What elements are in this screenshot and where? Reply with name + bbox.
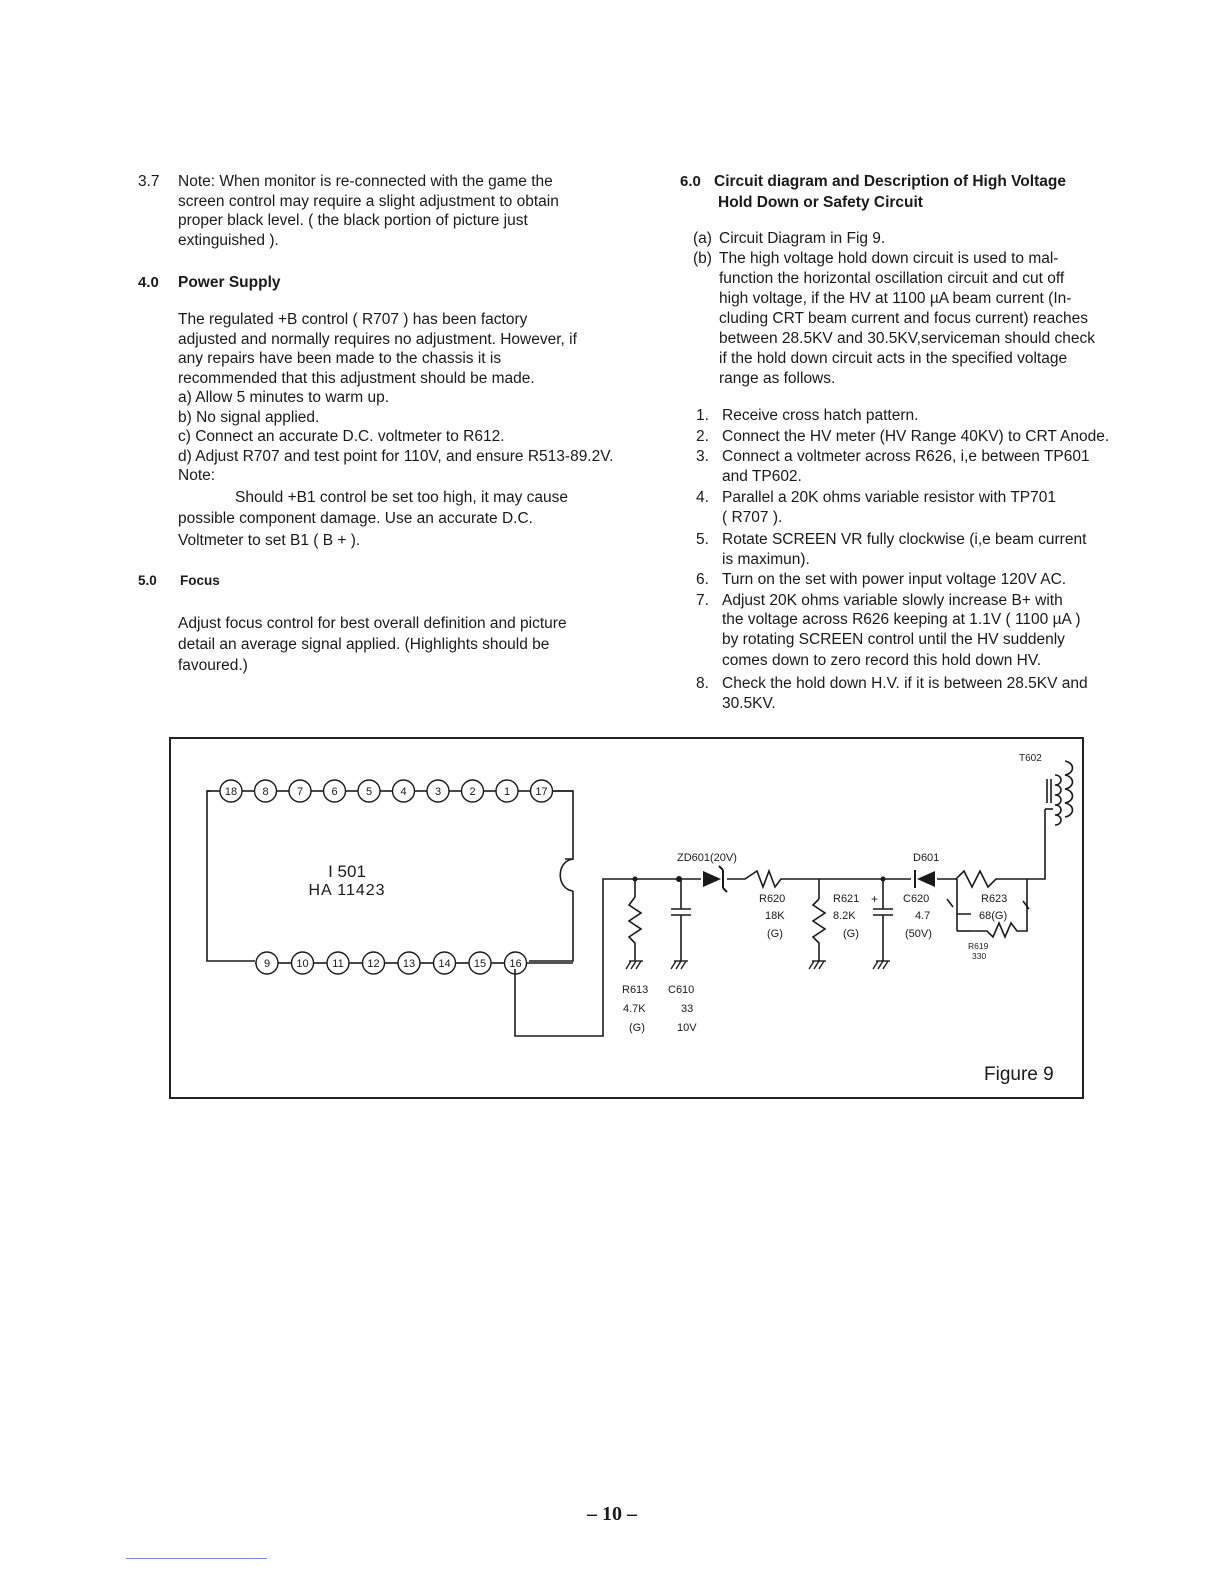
ic-pin-label: 17 <box>535 786 548 798</box>
text-line: function the horizontal oscillation circuit and cut off <box>719 270 1065 287</box>
section-number: 6.0 <box>680 173 701 190</box>
ic-pin-label: 8 <box>262 786 269 798</box>
wiring <box>515 809 1053 1036</box>
text-line: favoured.) <box>178 657 248 674</box>
focus-body <box>178 613 638 676</box>
step-line: a) Allow 5 minutes to warm up. <box>178 389 390 406</box>
section-3-7-body <box>178 172 635 250</box>
text-line: adjusted and normally requires no adjustment. However, if <box>178 330 577 348</box>
ic-pin-label: 13 <box>402 958 416 970</box>
c610-value: 33 <box>681 1003 694 1015</box>
c620-label: C620 <box>903 893 930 905</box>
text-line: detail an average signal applied. (Highlights should be <box>178 636 550 653</box>
text-line: between 28.5KV and 30.5KV,serviceman should check <box>719 330 1095 347</box>
section-number: 3.7 <box>138 173 160 190</box>
d601-label: D601 <box>913 852 940 864</box>
section-title: Focus <box>180 573 220 588</box>
note-line: possible component damage. Use an accurate D.C. <box>178 510 533 527</box>
step-line: d) Adjust R707 and test point for 110V, and ensure R513-89.2V. <box>178 447 614 465</box>
note-line: Should +B1 control be set too high, it may cause <box>235 488 569 506</box>
ic-pin-label: 9 <box>263 958 271 970</box>
ic-pin-label: 7 <box>296 786 304 798</box>
ic-pin-label: 11 <box>332 958 344 970</box>
text-line: extinguished ). <box>178 231 279 249</box>
r621-label: R621 <box>833 893 860 905</box>
zener-diode-zd601 <box>703 866 727 892</box>
ic-pin-label: 15 <box>473 958 487 970</box>
power-supply-body <box>178 310 638 550</box>
ic-pin-label: 3 <box>434 786 442 798</box>
c620-value: 4.7 <box>915 910 931 922</box>
ground-symbols <box>626 961 890 969</box>
junction-dot <box>881 877 886 882</box>
step-line: c) Connect an accurate D.C. voltmeter to R612. <box>178 428 505 445</box>
list-item: 2. Connect the HV meter (HV Range 40KV) to CRT Anode. <box>696 427 1110 445</box>
ic-pin-label: 2 <box>469 786 476 798</box>
ic-part-number: HA 11423 <box>308 882 386 899</box>
list-item: 6. Turn on the set with power input voltage 120V AC. <box>696 571 1067 588</box>
text-line: screen control may require a slight adjustment to obtain <box>178 192 559 210</box>
item-label: (a) <box>693 230 712 247</box>
figure-9 <box>169 737 1084 1099</box>
section-title: Power Supply <box>178 274 281 291</box>
r623-value: 68(G) <box>979 910 1008 922</box>
item-label: (b) <box>693 250 712 267</box>
ic-pin-label: 6 <box>331 786 338 798</box>
zd601-label: ZD601(20V) <box>677 852 737 864</box>
ic-name: I 501 <box>328 862 366 881</box>
r620-tolerance: (G) <box>767 928 783 940</box>
ic-pin-label: 4 <box>400 786 407 798</box>
figure-caption: Figure 9 <box>984 1064 1054 1085</box>
r619-label: R619 <box>968 941 989 951</box>
r613-value: 4.7K <box>623 1003 646 1015</box>
r623-label: R623 <box>981 893 1008 905</box>
text-line: The regulated +B control ( R707 ) has been factory <box>178 311 528 328</box>
page-number: – 10 – <box>587 1503 637 1525</box>
procedure-list <box>696 406 1146 713</box>
pins-bottom <box>255 952 573 974</box>
text-line: range as follows. <box>719 370 836 387</box>
c610-voltage: 10V <box>677 1022 697 1034</box>
junction-dot <box>633 877 638 882</box>
ic-pin-label: 14 <box>438 958 451 970</box>
diode-d601 <box>915 870 935 888</box>
list-item: 1. Receive cross hatch pattern. <box>696 407 919 424</box>
text-line: high voltage, if the HV at 1100 µA beam current (In- <box>719 290 1072 307</box>
section-title-line-1: Circuit diagram and Description of High Voltage <box>714 173 1066 190</box>
list-item: 4. Parallel a 20K ohms variable resistor with TP701 ( R707 ). <box>696 489 1056 526</box>
r620-value: 18K <box>765 910 785 922</box>
text-line: any repairs have been made to the chassis it is <box>178 350 502 367</box>
section-number: 5.0 <box>138 573 157 588</box>
ic-pin-label: 16 <box>509 958 522 970</box>
text-line: Adjust focus control for best overall definition and picture <box>178 615 567 632</box>
r613-tolerance: (G) <box>629 1022 645 1034</box>
ic-pin-label: 5 <box>365 786 373 798</box>
item-b-text <box>719 249 1141 389</box>
ic-pin-label: 1 <box>503 786 511 798</box>
text-line: recommended that this adjustment should be made. <box>178 369 535 387</box>
r621-tolerance: (G) <box>843 928 859 940</box>
circuit-diagram <box>171 739 1082 1097</box>
list-item: 8. Check the hold down H.V. if it is between 28.5KV and 30.5KV. <box>696 675 1088 712</box>
transformer-t602 <box>1047 761 1073 825</box>
note-label: Note: <box>178 467 216 484</box>
text-line: proper black level. ( the black portion of picture just <box>178 212 528 229</box>
ic-pin-label: 18 <box>224 786 238 798</box>
junction-dot <box>676 876 682 882</box>
list-item: 5. Rotate SCREEN VR fully clockwise (i,e beam current is maximun). <box>696 531 1087 568</box>
c620-voltage: (50V) <box>905 928 932 940</box>
r620-label: R620 <box>759 893 786 905</box>
ic-pin-label: 10 <box>296 958 309 970</box>
text-line: Note: When monitor is re-connected with the game the <box>178 173 553 190</box>
list-item: 3. Connect a voltmeter across R626, i,e between TP601 and TP602. <box>696 448 1090 485</box>
section-title-line-2: Hold Down or Safety Circuit <box>718 194 923 211</box>
text-line: The high voltage hold down circuit is used to mal- <box>719 250 1059 267</box>
step-line: b) No signal applied. <box>178 408 320 426</box>
section-number: 4.0 <box>138 274 159 291</box>
item-text: Circuit Diagram in Fig 9. <box>719 230 886 247</box>
pins-top <box>207 780 573 802</box>
r619-value: 330 <box>972 951 987 961</box>
c620-polarity: + <box>871 892 879 906</box>
note-line: Voltmeter to set B1 ( B + ). <box>178 531 361 549</box>
text-line: if the hold down circuit acts in the specified voltage <box>719 350 1068 367</box>
t602-label: T602 <box>1019 753 1042 764</box>
r613-label: R613 <box>622 984 649 996</box>
r621-value: 8.2K <box>833 910 856 922</box>
ic-outline <box>207 791 573 961</box>
footer-rule <box>126 1558 267 1559</box>
list-item: 7. Adjust 20K ohms variable slowly increase B+ with the voltage across R626 keeping at 1.1V ( 1100 µA ) by rotating SCREEN control until the HV suddenly comes down to zero record this hold down HV. <box>696 591 1081 669</box>
c610-label: C610 <box>668 984 695 996</box>
ic-pin-label: 12 <box>367 958 380 970</box>
text-line: cluding CRT beam current and focus current) reaches <box>719 310 1089 327</box>
